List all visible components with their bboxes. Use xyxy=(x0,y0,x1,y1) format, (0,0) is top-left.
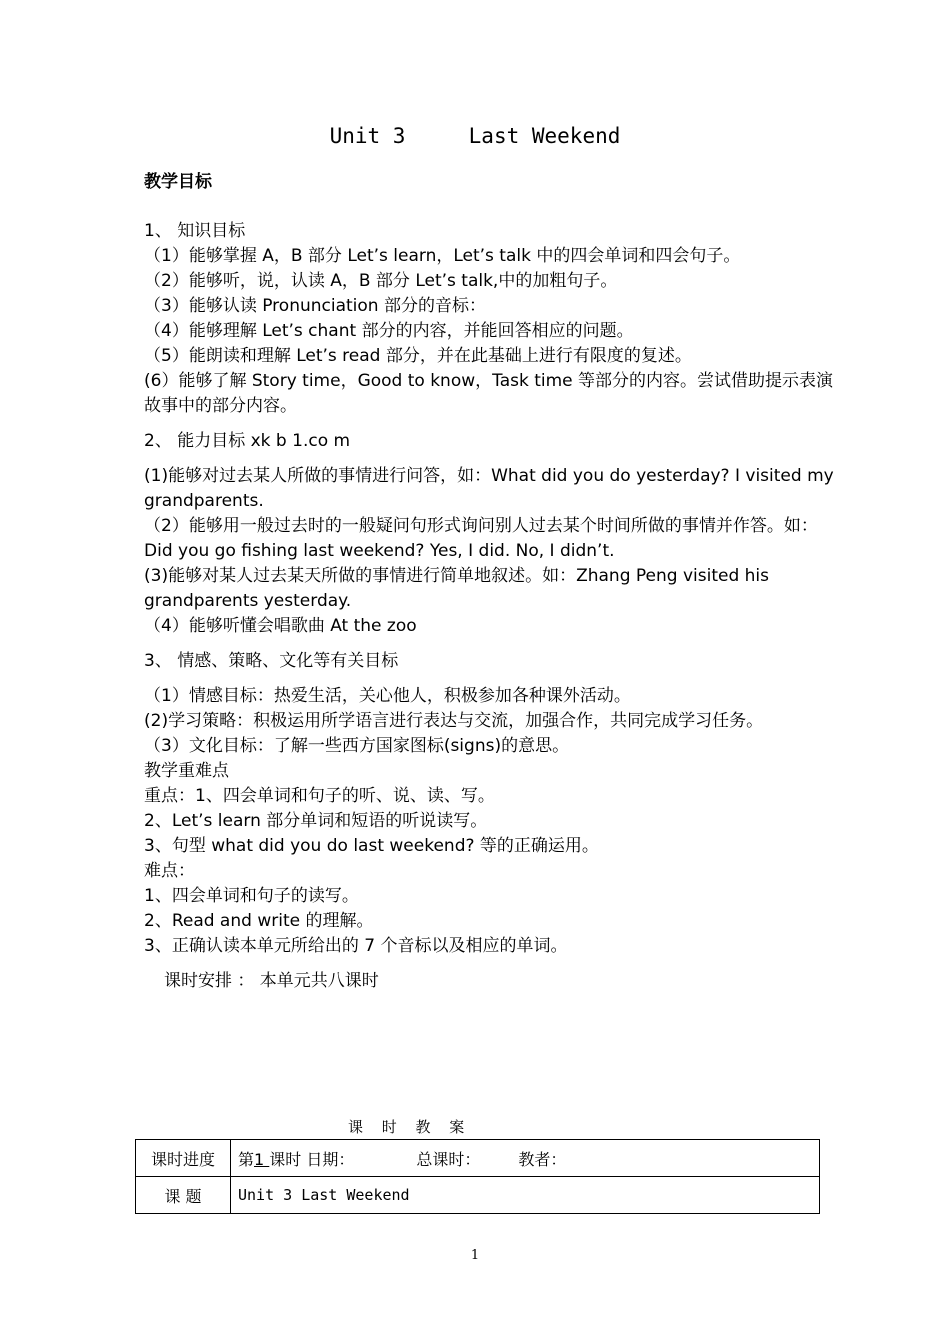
table-row xyxy=(136,1140,820,1177)
key-difficult-heading: 教学重难点 xyxy=(144,761,229,781)
key-point-1: 重点：1、四会单词和句子的听、说、读、写。 xyxy=(144,786,495,806)
difficult-point-3: 3、正确认读本单元所给出的 7 个音标以及相应的单词。 xyxy=(144,936,568,956)
knowledge-item-4: （4）能够理解 Let’s chant 部分的内容，并能回答相应的问题。 xyxy=(144,321,634,341)
emotion-goals-heading: 3、 情感、策略、文化等有关目标 xyxy=(144,651,399,671)
lesson-plan-table xyxy=(135,1139,820,1214)
table-row xyxy=(136,1177,820,1214)
knowledge-item-3: （3）能够认读 Pronunciation 部分的音标： xyxy=(144,296,486,316)
lesson-schedule: 课时安排 ： 本单元共八课时 xyxy=(164,971,379,991)
ability-goals-heading: 2、 能力目标 xk b 1.co m xyxy=(144,431,351,451)
difficult-point-2: 2、Read and write 的理解。 xyxy=(144,911,374,931)
lesson-number: 1 xyxy=(254,1149,270,1169)
ability-item-2: （2）能够用一般过去时的一般疑问句形式询问别人过去某个时间所做的事情并作答。如：Did you go fishing last weekend? Yes, I did. No, I didn’t. xyxy=(144,516,818,561)
lesson-plan-caption: 课 时 教 案 xyxy=(348,1118,469,1136)
progress-value xyxy=(231,1140,820,1177)
difficult-point-1: 1、四会单词和句子的读写。 xyxy=(144,886,359,906)
emotion-item-3: （3）文化目标：了解一些西方国家图标(signs)的意思。 xyxy=(144,736,570,756)
difficult-heading: 难点： xyxy=(144,861,195,881)
total-lessons-label: 总课时： xyxy=(416,1149,481,1169)
progress-label: 课时进度 xyxy=(136,1140,231,1177)
emotion-item-1: （1）情感目标：热爱生活，关心他人，积极参加各种课外活动。 xyxy=(144,686,631,706)
ability-item-4: （4）能够听懂会唱歌曲 At the zoo xyxy=(144,616,417,636)
topic-label: 课 题 xyxy=(136,1177,231,1214)
key-point-2: 2、Let’s learn 部分单词和短语的听说读写。 xyxy=(144,811,488,831)
knowledge-goals-heading: 1、 知识目标 xyxy=(144,221,246,241)
knowledge-item-6: (6）能够了解 Story time，Good to know，Task time 等部分的内容。尝试借助提示表演故事中的部分内容。 xyxy=(144,371,834,416)
document-title: Unit 3 Last Weekend xyxy=(329,124,621,148)
page-number: 1 xyxy=(470,1248,480,1263)
key-point-3: 3、句型 what did you do last weekend? 等的正确运用。 xyxy=(144,836,599,856)
emotion-item-2: (2)学习策略：积极运用所学语言进行表达与交流，加强合作，共同完成学习任务。 xyxy=(144,711,764,731)
ability-item-3: (3)能够对某人过去某天所做的事情进行简单地叙述。如：Zhang Peng visited his grandparents yesterday. xyxy=(144,566,769,611)
document-body xyxy=(144,170,834,994)
lesson-prefix: 第 xyxy=(238,1149,255,1169)
topic-value: Unit 3 Last Weekend xyxy=(231,1177,820,1214)
knowledge-item-5: （5）能朗读和理解 Let’s read 部分，并在此基础上进行有限度的复述。 xyxy=(144,346,692,366)
lesson-date-label: 课时 日期： xyxy=(269,1149,355,1169)
teacher-label: 教者： xyxy=(518,1149,567,1169)
knowledge-item-1: （1）能够掌握 A，B 部分 Let’s learn，Let’s talk 中的四会单词和四会句子。 xyxy=(144,246,741,266)
knowledge-item-2: （2）能够听，说，认读 A，B 部分 Let’s talk,中的加粗句子。 xyxy=(144,271,618,291)
ability-item-1: (1)能够对过去某人所做的事情进行问答，如：What did you do yesterday? I visited my grandparents. xyxy=(144,466,834,511)
section-heading-teaching-goals: 教学目标 xyxy=(144,172,212,192)
